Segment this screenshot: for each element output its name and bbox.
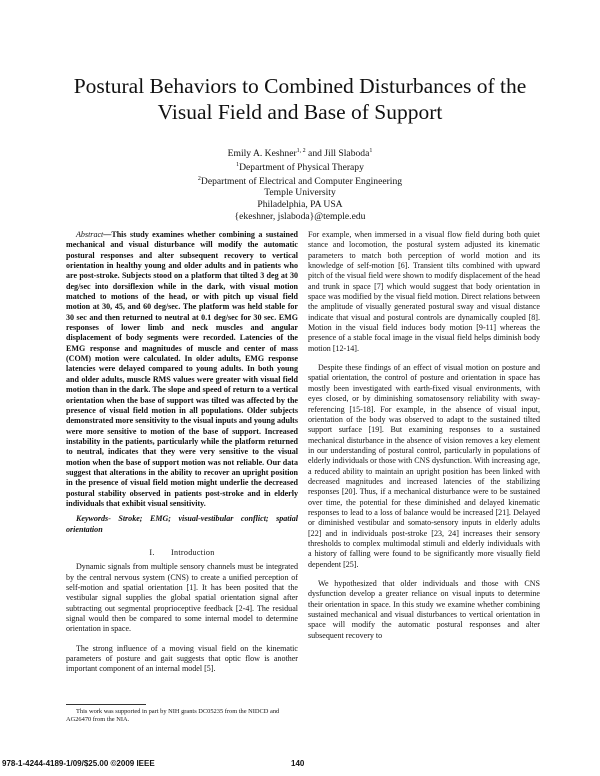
affiliation-4: Philadelphia, PA USA: [257, 198, 343, 210]
right-paragraph-1: For example, when immersed in a visual flow field during both quiet stance and locomotion, the postural system adjusted its kinematic parameters to match both perception of world motion and its knowledge of self-motion [6]. Transient tilts combined with upward pitch of the visual field were shown to modify displacement of the head and trunk in space [7] which would suggest that body orientation in space was modified by the visual field motion. Direct relations between the amplitude of visually generated postural sway and visual distance indicate that visual and postural controls are dynamically coupled [8]. Motion in the visual field induces body motion [9-11] whereas the presence of a stable focal image in the visual field helps diminish body motion [12-14].: [308, 230, 540, 353]
affiliation-3: Temple University: [264, 187, 336, 199]
author-block: [60, 146, 540, 222]
page-number: 140: [291, 759, 305, 768]
paper-title: [40, 73, 560, 125]
footnote-divider: [66, 704, 146, 705]
intro-paragraph-1: Dynamic signals from multiple sensory channels must be integrated by the central nervous system (CNS) to create a unified perception of self-motion and spatial orientation [1]. It has been posited that the vestibular signal supplies the global spatial orientation signal after subtracting out segmental proprioceptive feedback [2-4]. The residual signal would then be compared to some internal model to determine orientation in space.: [66, 562, 298, 634]
section-heading-introduction: I. Introduction: [149, 547, 215, 557]
intro-paragraph-2: The strong influence of a moving visual field on the kinematic parameters of posture and gait suggests that optic flow is another important component of an internal model [5].: [66, 643, 298, 674]
abstract-text: —This study examines whether combining a sustained mechanical and visual disturbance will modify the automatic postural responses and alter subsequent recovery to vertical orientation in healthy young and older adults and in patients who are post-stroke. Subjects stood on a platform that tilted 3 deg at 30 deg/sec into dorsiflexion while in the dark, with visual motion matched to motions of the head, or with pitch up visual field motion at 30, 45, and 60 deg/sec. The platform was held stable for 30 sec and then returned to neutral at 0.1 deg/sec for 30 sec. EMG responses of lower limb and neck muscles and angular displacement of body segments were recorded. Latencies of the EMG response and magnitudes of muscle and center of mass (COM) motion were calculated. In older adults, EMG response latencies were delayed compared to young adults. In both young and older adults, muscle RMS values were greater with visual field motion than in the dark. The slope and speed of return to a vertical orientation when the base of support was tilted was affected by the presence of visual field motion in all populations. Older subjects demonstrated more sensitivity to the visual inputs and young adults were more sensitive to motion of the base of support. Increased instability in the patients, particularly while the platform returned to neutral, indicates that they were very sensitive to the visual motion when the base of support motion was not reliable. Our data suggest that alterations in the ability to recover an upright position in the presence of visual field motion might underlie the decreased postural stability observed in patients post-stroke and in elderly individuals that exhibit visual sensitivity.: [66, 230, 298, 508]
footnote: This work was supported in part by NIH grants DC05235 from the NIDCD and AG26470 from the NIA.: [66, 708, 280, 724]
keywords: Keywords- Stroke; EMG; visual-vestibular conflict; spatial orientation: [66, 514, 298, 534]
affiliation-2: $^2$Department of Electrical and Computer Engineering: [197, 175, 403, 187]
left-column: [66, 230, 298, 675]
author-email: {ekeshner, jslaboda}@temple.edu: [234, 210, 366, 222]
affiliation-1: $^1$Department of Physical Therapy: [236, 161, 364, 173]
footer-isbn: 978-1-4244-4189-1/09/$25.00 ©2009 IEEE: [2, 759, 155, 768]
right-paragraph-2: Despite these findings of an effect of visual motion on posture and spatial orientation, the control of posture and orientation in space has mostly been investigated with earth-fixed visual environments, with eyes closed, or by diminishing somatosensory reliability with sway-referencing [15-18]. For example, in the absence of visual input, orientation of the body was observed to adapt to the sustained tilted support surface [19]. But examining responses to a sustained mechanical disturbance in the absence of vision removes a key element in our understanding of postural control, particularly in populations of elderly individuals or those with CNS dysfunction. With increasing age, a reduced ability to maintain an upright position has been linked with decreased magnitudes and increased latencies of the stabilizing responses [20]. Thus, if a mechanical disturbance were to be sustained over time, the potential for these diminished and delayed kinematic responses to lead to a loss of balance would be increased [21]. Delayed or diminished vestibular and somato-sensory inputs in elderly adults [22] and in individuals post-stroke [23, 24] increases their sensory thresholds to complex multimodal stimuli and elderly individuals with a history of falling were found to be significantly more visually field dependent [25].: [308, 363, 540, 569]
title-line-2: Visual Field and Base of Support: [157, 100, 443, 124]
right-paragraph-3: We hypothesized that older individuals and those with CNS dysfunction develop a greater reliance on visual inputs to determine their orientation in space. In this study we examine whether combining sustained mechanical and visual disturbances to vertical orientation in space will modify the automatic postural responses and alter subsequent recovery to: [308, 579, 540, 640]
title-line-1: Postural Behaviors to Combined Disturbances of the: [73, 74, 527, 98]
abstract-lead: Abstract: [76, 230, 104, 239]
author-names: Emily A. Keshner$^{1, 2}$ and Jill Slaboda$^1$: [227, 148, 373, 160]
right-column: [308, 230, 540, 641]
abstract: [66, 230, 298, 509]
